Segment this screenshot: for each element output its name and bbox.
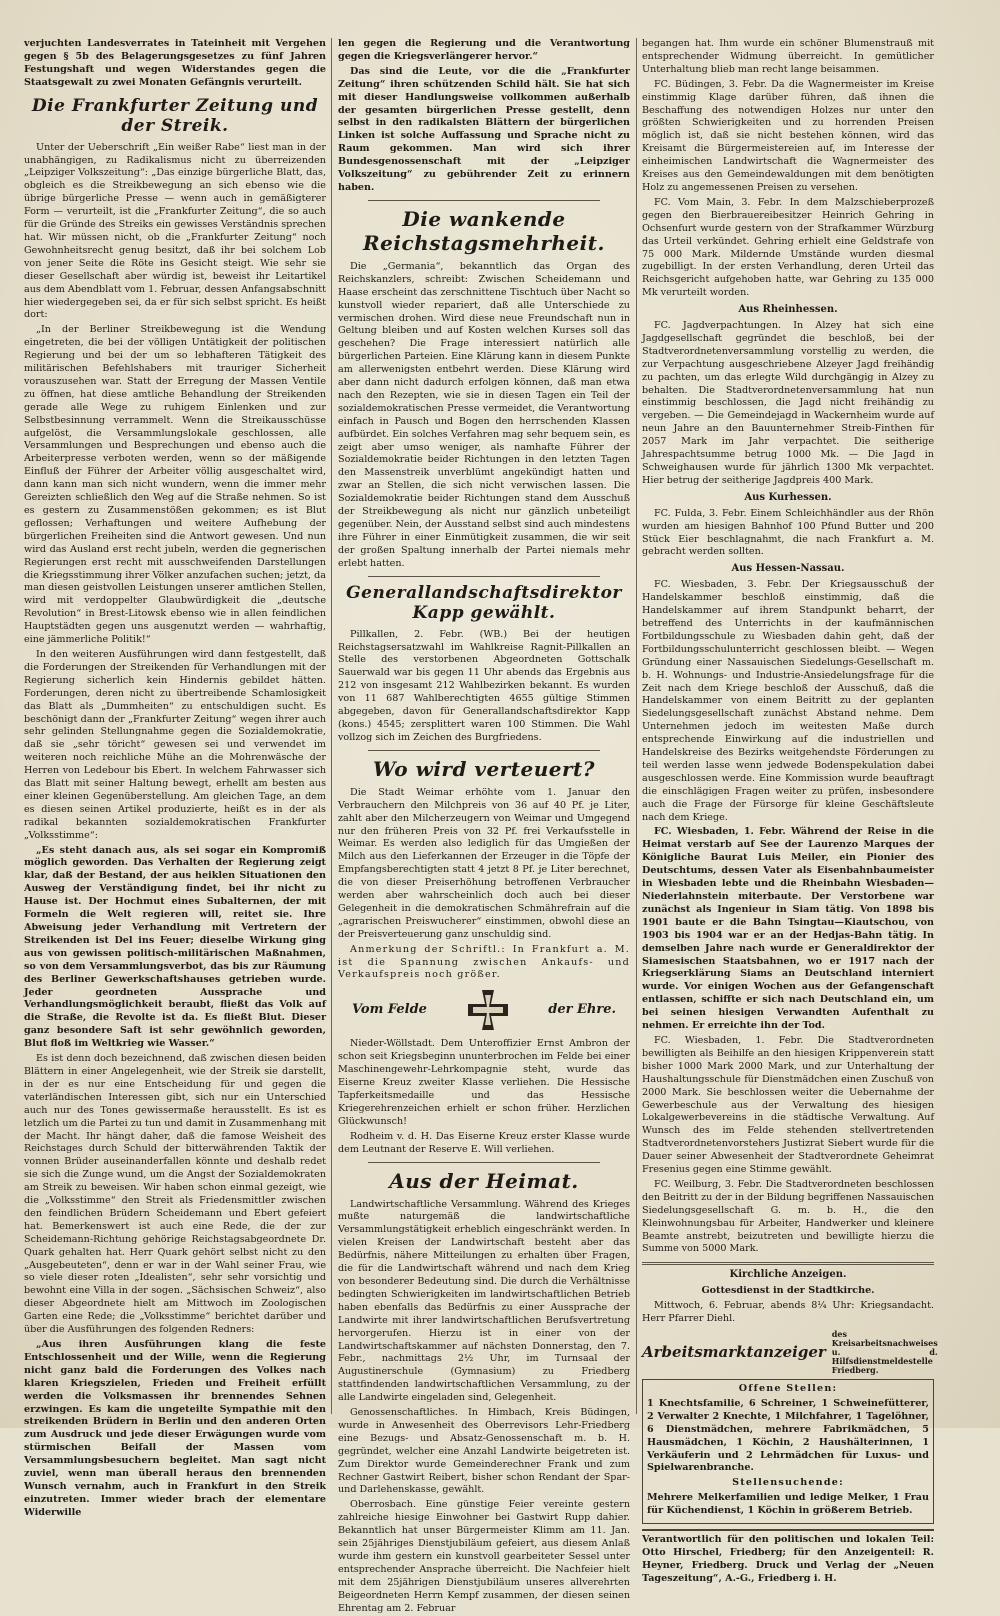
article-fragment: len gegen die Regierung und die Verantwortung gegen die Kriegsverlängerer hervor.“: [338, 38, 630, 62]
article-paragraph: Landwirtschaftliche Versammlung. Während des Krieges mußte naturgemäß die landwirtschaftliche Versammlungstätigkeit erheblich eingeschränkt werden. In vielen Kreisen der Landwirtschaft besteht aber das Bedürfnis, nähere Mitteilungen zu erhalten über Fragen, die für die Landwirtschaft während und nach dem Krieg von besonderer Bedeutung sind. Die durch die Verhältnisse bedingten Schwierigkeiten im landwirtschaftlichen Betrieb haben ebenfalls das Bedürfnis zu einer Aussprache der Landwirte mit ihrer landwirtschaftlichen Berufsvertretung hervorgerufen. Hierzu ist in einer von der Landwirtschaftskammer auf nächsten Donnerstag, den 7. Febr., nachmittags 2½ Uhr, im Turnsaal der Augustinerschule (Gymnasium) zu Friedberg stattfindenden landwirtschaftlichen Versammlung, zu der alle Landwirte eingeladen sind, Gelegenheit.: [338, 1198, 630, 1404]
article-paragraph: Nieder-Wöllstadt. Dem Unteroffizier Ernst Ambron der schon seit Kriegsbeginn ununterbrochen im Felde bei einer Maschinengewehr-Lehrkompagnie steht, wurde das Eiserne Kreuz zweiter Klasse verliehen. Die Hessische Tapferkeitsmedaille und das Hessische Kriegerehrenzeichen erhielt er schon früher. Herzlichen Glückwunsch!: [338, 1038, 630, 1127]
article-fragment: verjuchten Landesverrates in Tateinheit mit Vergehen gegen § 5b des Belagerungsgesetzes zu fünf Jahren Festungshaft und wegen Widerstandes gegen die Staatsgewalt zu zwei Monaten Gefängnis verurteilt.: [24, 38, 326, 88]
article-paragraph: Rodheim v. d. H. Das Eiserne Kreuz erster Klasse wurde dem Leutnant der Reserve E. Will verliehen.: [338, 1130, 630, 1155]
job-market-title: Arbeitsmarktanzeiger: [642, 1343, 826, 1362]
job-seekers-text: Mehrere Melkerfamilien und ledige Melker, 1 Frau für Küchendienst, 1 Köchin in größerem Betrieb.: [647, 1492, 929, 1517]
article-paragraph: „Es steht danach aus, als sei sogar ein Kompromiß möglich geworden. Das Verhalten der Regierung zeigt klar, daß der Bestand, der aus heiklen Situationen den Ausweg der Verständigung findet, bei ihr nicht zu Hause ist. Der Hochmut eines Subalternen, der mit Formeln die Welt regieren will, reitet sie. Ihre Abweisung jeder Verhandlung mit Vertretern der Streikenden ist Del ins Feuer; dieselbe Wirkung ging aus von gewissen politisch-militärischen Maßnahmen, so von dem Versammlungsverbot, das bis zur Räumung des Berliner Gewerkschaftshauses getrieben wurde. Jeder geordneten Aussprache und Verhandlungsmöglichkeit beraubt, fließt das Volk auf die Straße, die Revolte ist da. Es fließt Blut. Dieser ganz besondere Saft ist sehr gewöhnlich geworden, Blut floß im Weltkrieg wie Wasser.“: [24, 844, 326, 1050]
section-header-feld-der-ehre: [352, 988, 616, 1032]
article-paragraph: „Aus ihren Ausführungen klang die feste Entschlossenheit und der Wille, wenn die Regierung nicht ganz bald die Forderungen des Volkes nach klaren Kriegszielen, Frieden und Freiheit erfüllt werden die Volksmassen ihr brennendes Sehnen erzwingen. Es kam die ungeteilte Sympathie mit den streikenden Brüdern in Berlin und den anderen Orten zum Ausdruck und jede dieser Erwägungen wurde vom stürmischen Beifall der Massen vom Versammlungsbesuchern begleitet. Man sagt nicht zuviel, wenn man überall heraus den brennenden Wunsch vernahm, auch in Frankfurt in den Streik einzutreten. Immer wieder brach der elementare Widerwille: [24, 1339, 326, 1518]
separator: [368, 576, 600, 577]
section-subheading: Aus Rheinhessen.: [738, 304, 838, 316]
open-positions-title: Offene Stellen:: [738, 1383, 838, 1394]
job-market-subtitle: des Kreisarbeitsnachweises u. d. Hilfsdienstmeldestelle Friedberg.: [831, 1329, 938, 1375]
church-notices-text: Mittwoch, 6. Februar, abends 8¼ Uhr: Kriegsandacht. Herr Pfarrer Diehl.: [642, 1300, 934, 1325]
separator: [368, 200, 600, 201]
article-paragraph: Oberrosbach. Eine günstige Feier vereinte gestern zahlreiche hiesige Einwohner bei Gastwirt Rupp dahier. Bekanntlich hat unser Bürgermeister Klimm am 11. Jan. sein 25jähriges Dienstjubiläum gefeiert, aus diesem Anlaß wurde ihm gestern ein kunstvoll gearbeiteter Sessel unter entsprechender Ansprache überreicht. Die Nachfeier hielt mit dem 25jährigen Dienstjubiläum unseres allverehrten Beigeordneten Herrn Kempf zusammen, der diesen seinen Ehrentag am 2. Februar: [338, 1499, 630, 1614]
church-notices-title: Kirchliche Anzeigen.: [729, 1269, 847, 1281]
section-header-left: Vom Felde: [352, 1001, 427, 1017]
article-paragraph: In den weiteren Ausführungen wird dann festgestellt, daß die Forderungen der Streikenden für Verhandlungen mit der Regierung sicherlich kein Hindernis gebildet hätten. Forderungen, deren nicht zu übertreibende Schamlosigkeit das Blatt als „Dummheiten“ zu entschuldigen sucht. Es beschönigt dann der „Frankfurter Zeitung“ wegen ihrer auch sehr gelinden Stellungnahme gegen die Sozialdemokratie, daß sie „sehr töricht“ gewesen sei und verwendet im weiteren noch reichliche Mühe an die Mohrenwäsche der Herren von Ledebour bis Ebert. In welchem Fahrwasser sich das Blatt mit seiner Haltung bewegt, erhellt am besten aus einer kleinen Gegenüberstellung. Am gleichen Tage, an dem es diesen seinen Artikel produzierte, heißt es in der als radikal bekannten sozialdemokratischen Frankfurter „Volksstimme“:: [24, 648, 326, 841]
article-paragraph: FC. Wiesbaden, 3. Febr. Der Kriegsausschuß der Handelskammer beschloß einstimmig, daß die Handelskammer auf ihrem Standpunkt beharrt, der betreffend des Unterrichts in der kaufmännischen Fortbildungsschule zu Wiesbaden dahin geht, daß der Fortbildungsschulunterricht geschlossen bleibt. — Wegen Gründung einer Nassauischen Siedelungs-Gesellschaft m. b. H. Wohnungs- und Industrie-Ansiedelungsfrage für die Zeit nach dem Kriege beschloß der Ausschuß, daß die Handelskammer von einem Beitritt zu der geplanten Siedelungsgesellschaft zunächst Abstand nehme. Dem Unternehmen jedoch im weitesten Maße durch entsprechende Einwirkung auf die industriellen und Handelskreise des Bezirks weitgehendste Förderungen zu teil werden lasse wenn jedwede Bodenspekulation dabei ausgeschlossen werde. Eine Kommission wurde beauftragt die einschlägigen Fragen weiter zu prüfen, insbesondere auch die Frage der Fürsorge für kleine Geschäftsleute nach dem Kriege.: [642, 579, 934, 823]
article-paragraph: Genossenschaftliches. In Himbach, Kreis Büdingen, wurde in Anwesenheit des Oberrevisors Lehr-Friedberg eine Bezugs- und Absatz-Genossenschaft m. b. H. gegründet, welcher eine Anzahl Landwirte beigetreten ist. Zum Direktor wurde Gemeinderechner Frank und zum Rechner Gastwirt Reibert, bisher schon Rendant der Spar- und Darlehenskasse, gewählt.: [338, 1407, 630, 1496]
job-market-header: [642, 1329, 938, 1375]
separator: [368, 750, 600, 751]
separator: [642, 1262, 934, 1265]
article-paragraph: FC. Jagdverpachtungen. In Alzey hat sich eine Jagdgesellschaft gegründet die beschloß, bei der Stadtverordnetenversammlung vorstellig zu werden, die zur Verpachtung ausgeschriebene Alzeyer Jagd freihändig zu pachten, um das erlegte Wild durchgängig in Alzey zu behalten. Die Stadtverordnetenversammlung hat nun einstimmig beschlossen, die Jagd nicht freihändig zu vergeben. — Die Gemeindejagd in Wackernheim wurde auf neun Jahre an den Bauunternehmer Streib-Finthen für 2057 Mark im Jahr verpachtet. Die seitherige Jahrespachtsumme betrug 1000 Mk. — Die Jagd in Schweighausen wurde für jährlich 1300 Mk verpachtet. Hier betrug der seitherige Jagdpreis 400 Mark.: [642, 320, 934, 486]
job-seekers-title: Stellensuchende:: [732, 1477, 844, 1489]
section-subheading: Aus Kurhessen.: [744, 491, 832, 503]
article-heading: Generallandschaftsdirektor Kapp gewählt.: [346, 582, 622, 623]
article-paragraph: FC. Wiesbaden, 1. Febr. Die Stadtverordneten bewilligten als Beihilfe an den hiesigen Krippenverein statt bisher 1000 Mark 2000 Mark, und zur Unterhaltung der Haushaltungsschule für Dienstmädchen einen Zuschuß von 2000 Mark. Sie beschlossen weiter die Uebernahme der Gewerbeschule aus der Verwaltung des hiesigen Lokalgewerbevereins in die städtische Verwaltung. Auf Wunsch des im Felde stehenden stellvertretenden Stadtverordnetenvorstehers Justizrat Siebert wurde für die Dauer seiner Abwesenheit der Stadtverordnete Geheimrat Fresenius gegen eine Stimme gewählt.: [642, 1034, 934, 1176]
section-header-right: der Ehre.: [548, 1001, 616, 1017]
article-paragraph: FC. Vom Main, 3. Febr. In dem Malzschieberprozeß gegen den Bierbrauereibesitzer Heinrich Gehring in Ochsenfurt wurde gestern von der Strafkammer Würzburg das Urteil verkündet. Gehring erhielt eine Geldstrafe von 75 000 Mark. Mildernde Umstände wurden diesmal zugebilligt. In der ersten Verhandlung, deren Urteil das Reichsgericht aufgehoben hatte, war Gehring zu 135 000 Mk verurteilt worden.: [642, 196, 934, 299]
job-market-box: [642, 1379, 934, 1524]
column-rule: [331, 38, 332, 1414]
article-paragraph: FC. Wiesbaden, 1. Febr. Während der Reise in die Heimat verstarb auf See der Laurenzo Marques der Königliche Baurat Luis Meiler, ein Pionier des Deutschtums, dessen Vater als Eisenbahnbaumeister in Wiesbaden lebte und die Rheinbahn Wiesbaden—Niederlahnstein miterbaute. Der Verstorbene war zunächst als Ingenieur in Siam tätig. Von 1898 bis 1901 baute er die Bahn Tsingtau—Kiautschou, von 1903 bis 1904 war er an der Hedjas-Bahn tätig. In demselben Jahre nach wurde er Generaldirektor der Siamesischen Staatsbahnen, wo er 1917 nach der Kriegserklärung Siams an Deutschland interniert wurde. Vor einigen Wochen aus der Gefangenschaft entlassen, schiffte er sich nach Deutschland ein, um bei seinen hiesigen Verwandten Aufenthalt zu nehmen. Er erreichte ihn der Tod.: [642, 826, 934, 1032]
open-positions-text: 1 Knechtsfamilie, 6 Schreiner, 1 Schweinefütterer, 2 Verwalter 2 Knechte, 1 Milchfahrer, 1 Tagelöhner, 6 Dienstmädchen, mehrere Fabrikmädchen, 5 Hausmädchen, 1 Köchin, 2 Haushälterinnen, 1 Verkäuferin und 2 Lehrmädchen für Luxus- und Spielwarenbranche.: [647, 1397, 929, 1474]
article-paragraph: Anmerkung der Schriftl.: In Frankfurt a. M. ist die Spannung zwischen Ankaufs- und Verkaufspreis noch größer.: [338, 943, 630, 981]
column-3: [642, 38, 938, 1584]
separator: [368, 1162, 600, 1163]
iron-cross-icon: [466, 988, 510, 1032]
article-paragraph: „In der Berliner Streikbewegung ist die Wendung eingetreten, die bei der völligen Untätigkeit der politischen Regierung und bei der um so lebhafteren Tätigkeit des militärischen Befehlshabers mit trauriger Sicherheit vorauszusehen war. Statt der Erregung der Massen Ventile zu öffnen, hat diese amtliche Behandlung der Streikenden gerade alle Wege zu ruhigem Einlenken und zur Selbstbesinnung verrammelt. Wenn die Streikausschüsse aufgelöst, die Versammlungslokale geschlossen, alle Versammlungen und Besprechungen und ebenso auch die Arbeiterpresse verboten werden, wenn so der mäßigende Einfluß der Führer der Arbeiter völlig ausgeschaltet wird, dann kann man sich nicht wundern, wenn die immer mehr Gereizten schließlich den Weg auf die Straße nehmen. So ist es gestern zu Zusammenstößen gekommen; es ist Blut geflossen; Verhaftungen und weitere Aufhebung der bürgerlichen Freiheiten sind die Antwort gewesen. Und nun wird das Ausland erst recht jubeln, werden die gegnerischen Regierungen erst recht mit ausschweifenden Darstellungen die Kriegsstimmung ihrer Völker anzufachen suchen; jetzt, da man diesen geistvollen Leistungen unserer amtlichen Stellen, wird mit verdoppelter Glaubwürdigkeit die „deutsche Revolution“ in Brest-Litowsk ebenso wie in allen feindlichen Hauptstädten gegen uns ausgenutzt werden — wahrhaftig, eine jämmerliche Politik!“: [24, 324, 326, 646]
article-paragraph: FC. Weilburg, 3. Febr. Die Stadtverordneten beschlossen den Beitritt zu der in der Bildung begriffenen Nassauischen Siedelungsgesellschaft G. m. b. H., die den Kleinwohnungsbau für Arbeiter, Handwerker und kleinere Beamte anstrebt, beizutreten und bewilligte hierzu die Summe von 5000 Mark.: [642, 1178, 934, 1255]
article-paragraph: FC. Fulda, 3. Febr. Einem Schleichhändler aus der Rhön wurden am hiesigen Bahnhof 100 Pfund Butter und 200 Stück Eier beschlagnahmt, die nach Frankfurt a. M. gebracht werden sollten.: [642, 507, 934, 558]
article-heading: Wo wird verteuert?: [372, 756, 596, 781]
article-paragraph: Die „Germania“, bekanntlich das Organ des Reichskanzlers, schreibt: Zwischen Scheidemann und Haase erscheint das zerschnittene Tischtuch über Nacht so kunstvoll wieder repariert, daß alle Unterschiede zu vermischen drohen. Wird diese neue Freundschaft nun in Geltung bleiben und auf Kosten welchen Kurses soll das geschehen? Die Frage interessiert natürlich alle bürgerlichen Parteien. Eine Klärung kann in diesem Punkte am allerwenigsten entbehrt werden. Diese Klärung wird aber dann nicht dadurch erfolgen können, daß man etwa nach den Rezepten, wie sie in diesen Tagen ein Teil der sozialdemokratischen Presse vermeidet, die Verantwortung einfach in Pausch und Bogen den herrschenden Klassen aufbürdet. Ein solches Verfahren mag sehr bequem sein, es zeigt aber umso weniger, als namhafte Führer der Sozialdemokratie beider Richtungen in den letzten Tagen den Massenstreik unverblümt angekündigt hatten und zwar an Stellen, die sich nicht verwischen lassen. Die Sozialdemokratie beider Richtungen stand dem Ausschuß der Streikbewegung als nicht nur gänzlich unbeteiligt gegenüber. Nein, der Ausstand selbst sind auch mindestens ihre Führer in einer Einmütigkeit zusammen, die wir seit der großen Spaltung innerhalb der Partei niemals mehr erlebt hatten.: [338, 260, 630, 569]
column-1: [24, 38, 326, 1518]
article-heading: Aus der Heimat.: [389, 1168, 579, 1193]
article-fragment: begangen hat. Ihm wurde ein schöner Blumenstrauß mit entsprechender Widmung überreicht. In gemütlicher Unterhaltung blieb man recht lange beisammen.: [642, 38, 934, 75]
article-heading: Die wankende Reichstagsmehrheit.: [363, 206, 605, 255]
article-heading: Die Frankfurter Zeitung und der Streik.: [31, 95, 319, 136]
article-paragraph: FC. Büdingen, 3. Febr. Da die Wagnermeister im Kreise einstimmig Klage darüber führen, daß ihnen die Beschaffung des notwendigen Holzes nur unter den größten Schwierigkeiten und zu horrenden Preisen möglich ist, daß sie nicht bestehen können, wird das Kreisamt die Bürgermeistereien auf, im Interesse der einheimischen Landwirtschaft die Wagnermeister des Kreises aus den Gemeindewaldungen mit dem benötigten Holz zu angemessenen Preisen zu versehen.: [642, 78, 934, 193]
church-notices-subtitle: Gottesdienst in der Stadtkirche.: [701, 1285, 875, 1297]
article-paragraph: Die Stadt Weimar erhöhte vom 1. Januar den Verbrauchern den Milchpreis von 36 auf 40 Pf. je Liter, zahlt aber den Milcherzeugern von Weimar und Umgegend nur den früheren Preis von 32 Pf. frei Verkaufsstelle in Weimar. Es werden also lediglich für das Umgießen der Milch aus den Lieferkannen der Erzeuger in die Töpfe der Empfangsberechtigten statt 4 jetzt 8 Pf. je Liter berechnet, die von dieser Preiserhöhung betroffenen Verbraucher werden aber wahrscheinlich doch auch bei dieser Gelegenheit in die demokratischen Schmährefrain auf die „agrarischen Preiswucherer“ einstimmen, obwohl diese an der Preisverteuerung ganz unschuldig sind.: [338, 786, 630, 940]
section-subheading: Aus Hessen-Nassau.: [731, 563, 845, 575]
column-rule: [636, 38, 637, 1414]
article-paragraph: Es ist denn doch bezeichnend, daß zwischen diesen beiden Blättern in einer Angelegenheit, wie der Streik sie darstellt, in der es nur eine Entscheidung für und gegen die vaterländischen Interessen gibt, sich nur ein Unterschied auch nur des Tones gewissermaße herausstellt. Es ist es letzlich um die Partei zu tun und damit in Zusammenhang mit der Macht. Ihr hängt daher, daß die famose Weisheit des Reichstages durch Schuld der bitterwährenden Taktik der vonnen Brüder auseinanderfallen könnte und deshalb redet sie sich die Zunge wund, um die Angst der Sozialdemokraten am Streik zu beweisen. Wir haben schon einmal gezeigt, wie die „Volksstimme“ den Streit als Friedensmittler zwischen den feindlichen Brüdern Scheidemann und Ebert gefeiert hat. Bemerkenswert ist auch eine Rede, die der zur Scheidemann-Richtung gehörige Reichstagsabgeordnete Dr. Quark gehalten hat. Herr Quark gehört selbst nicht zu den „Ausgebeuteten“, denn er war in der Wahl seiner Frau, wie so viele dieser roten „Idealisten“, sehr sehr vorsichtig und bewohnt eine Villa in der sogen. „Sächsischen Schweiz“, also dieser Abgeordnete hielt am Mittwoch im Zoologischen Garten eine Rede; die „Volksstimme“ berichtet darüber und über die Ausführungen des folgenden Redners:: [24, 1053, 326, 1336]
article-paragraph: Pillkallen, 2. Febr. (WB.) Bei der heutigen Reichstagsersatzwahl im Wahlkreise Ragnit-Pillkallen an Stelle des verstorbenen Abgeordneten Gottschalk Sauerwald war bis gegen 11 Uhr abends das Ergebnis aus 212 von insgesamt 212 Wahlbezirken bekannt. Es wurden von 11 687 Wahlberechtigten 4655 gültige Stimmen abgegeben, davon für Generallandschaftsdirektor Kapp (kons.) 4545; zersplittert waren 100 Stimmen. Die Wahl vollzog sich im Zeichen des Burgfriedens.: [338, 628, 630, 743]
article-paragraph: Unter der Ueberschrift „Ein weißer Rabe“ liest man in der unabhängigen, zu Radikalismus nicht zu überreizenden „Leipziger Volkszeitung“: „Das einzige bürgerliche Blatt, das, obgleich es die Streikbewegung an sich ebenso wie die übrige bürgerliche Presse — wenn auch in gemäßigterer Form — verurteilt, ist die „Frankfurter Zeitung“, die so auch für die Gründe des Streiks ein gewisses Verständnis sprechen hat. Wir müssen nicht, ob die „Frankfurter Zeitung“ noch Gewohnheitsrecht genug besitzt, daß ihr bei solchem Lob von jener Seite die Röte ins Gesicht steigt. Wie sehr sie dieser Gesellschaft aber würdig ist, beweist ihr Leitartikel aus dem Abendblatt vom 1. Februar, dessen Anfangsabschnitt hier wiedergegeben sei, da er für sich selbst spricht. Es heißt dort:: [24, 141, 326, 321]
column-2: [338, 38, 630, 1614]
imprint: Verantwortlich für den politischen und lokalen Teil: Otto Hirschel, Friedberg; für den Anzeigenteil: R. Heyner, Friedberg. Druck und Verlag der „Neuen Tageszeitung“, A.-G., Friedberg i. H.: [642, 1529, 934, 1586]
article-paragraph: Das sind die Leute, vor die die „Frankfurter Zeitung“ ihren schützenden Schild hält. Sie hat sich mit dieser Handlungsweise vollkommen außerhalb der gesamten bürgerlichen Presse gestellt, denn selbst in den radikalsten Blättern der bürgerlichen Linken ist solche Auffassung und Sprache nicht zu Raum gekommen. Man wird sich ihrer Bundesgenossenschaft mit der „Leipziger Volkszeitung“ zu gebührender Zeit zu erinnern haben.: [338, 65, 630, 193]
